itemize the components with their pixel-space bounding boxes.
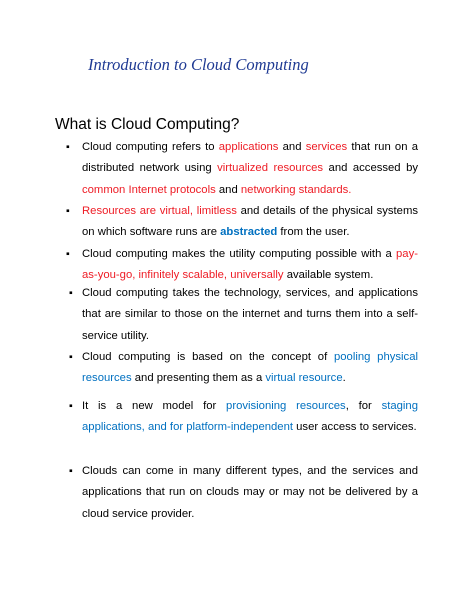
text-run: and accessed by — [323, 162, 418, 175]
bullet-marker: ▪ — [69, 465, 73, 477]
bullet-marker: ▪ — [66, 141, 70, 153]
text-run: common Internet protocols — [82, 183, 216, 196]
text-run: Resources are virtual, limitless — [82, 205, 237, 217]
text-run: virtualized resources — [217, 162, 324, 175]
bullet-paragraph — [82, 461, 418, 525]
text-run: . — [342, 372, 346, 385]
text-run: from the user. — [277, 226, 350, 239]
document-title: Introduction to Cloud Computing — [88, 55, 309, 74]
text-run: and — [215, 183, 241, 196]
text-run: that run on a distributed network using — [82, 141, 418, 175]
text-run: abstracted — [220, 226, 278, 239]
bullet-marker: ▪ — [66, 205, 70, 217]
text-run: , for — [345, 400, 382, 412]
bullet-paragraph — [82, 244, 418, 287]
section-heading: What is Cloud Computing? — [55, 116, 240, 133]
bullet-paragraph — [82, 283, 418, 347]
text-run: services — [305, 141, 348, 153]
text-run: Cloud computing is based on the concept of — [82, 351, 334, 363]
text-run: virtual resource — [265, 372, 343, 385]
text-run: pay-as-you-go, infinitely scalable, universally — [82, 248, 418, 282]
text-run: It is a new model for — [82, 400, 227, 412]
text-run: pooling physical resources — [82, 351, 418, 385]
bullet-paragraph — [82, 396, 418, 439]
text-run: applications — [218, 141, 279, 153]
text-run: and — [278, 141, 306, 153]
text-run: networking standards. — [240, 183, 352, 196]
bullet-marker: ▪ — [66, 248, 70, 260]
bullet-marker: ▪ — [69, 287, 73, 299]
bullet-paragraph — [82, 137, 418, 201]
bullet-marker: ▪ — [69, 351, 73, 363]
text-run: and details of the physical systems on which software runs are — [82, 205, 418, 239]
text-run: and presenting them as a — [131, 372, 266, 385]
text-run: Clouds can come in many different types, and the services and applications that run on clouds may or may not be delivered by a cloud service provider. — [82, 465, 418, 520]
text-run: available system. — [283, 269, 374, 282]
text-run: staging applications, and for platform-independent — [82, 400, 418, 434]
bullet-marker: ▪ — [69, 400, 73, 412]
bullet-paragraph — [82, 201, 418, 244]
text-run: Cloud computing makes the utility computing possible with a — [82, 248, 397, 260]
text-run: provisioning resources — [226, 400, 346, 412]
text-run: Cloud computing refers to — [82, 141, 219, 153]
text-run: user access to services. — [293, 421, 417, 434]
text-run: Cloud computing takes the technology, services, and applications that are similar to those on the internet and turns them into a self-service utility. — [82, 287, 418, 342]
bullet-paragraph — [82, 347, 418, 390]
